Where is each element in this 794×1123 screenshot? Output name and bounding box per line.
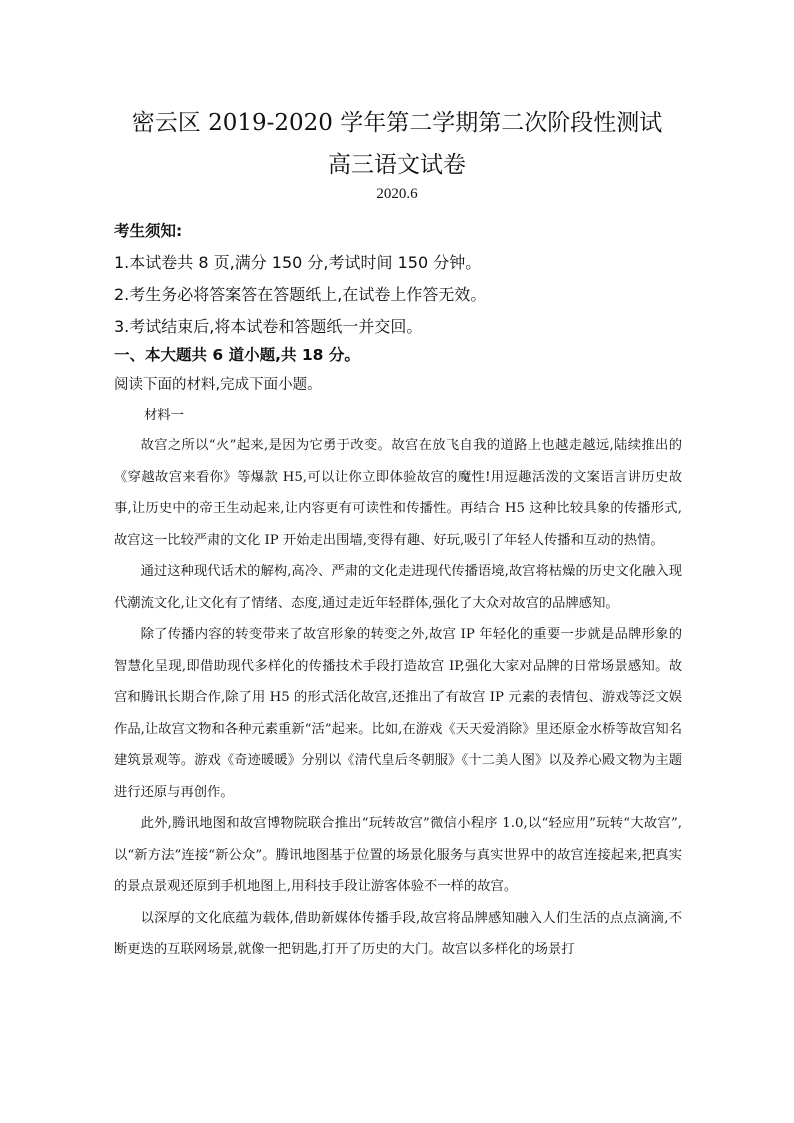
- exam-subtitle: 高三语文试卷: [328, 152, 466, 178]
- material-paragraph-1: 故宫之所以“火”起来,是因为它勇于改变。故宫在放飞自我的道路上也越走越远,陆续推出的《穿越故宫来看你》等爆款 H5,可以让你立即体验故宫的魔性!用逗趣活泼的文案语言讲历史故事,让历史中的帝王生动起来,让内容更有可读性和传播性。再结合 H5 这种比较具象的传播形式,故宫这一比较严肃的文化 IP 开始走出围墙,变得有趣、好玩,吸引了年轻人传播和互动的热情。: [114, 438, 682, 548]
- section-heading: 一、本大题共 6 道小题,共 18 分。: [114, 346, 360, 364]
- exam-date: 2020.6: [376, 186, 418, 202]
- exam-title: 密云区 2019-2020 学年第二学期第二次阶段性测试: [131, 110, 663, 136]
- material-body: [114, 430, 682, 966]
- notice-item-2: 2.考生务必将答案答在答题纸上,在试卷上作答无效。: [114, 285, 487, 304]
- material-paragraph-4: 此外,腾讯地图和故宫博物院联合推出“玩转故宫”微信小程序 1.0,以“轻应用”玩转“大故宫”,以“新方法”连接“新公众”。腾讯地图基于位置的场景化服务与真实世界中的故宫连接起来,把真实的景点景观还原到手机地图上,用科技手段让游客体验不一样的故宫。: [114, 816, 682, 894]
- notice-heading: 考生须知:: [114, 222, 183, 240]
- material-paragraph-5: 以深厚的文化底蕴为载体,借助新媒体传播手段,故宫将品牌感知融入人们生活的点点滴滴,不断更迭的互联网场景,就像一把钥匙,打开了历史的大门。故宫以多样化的场景打: [114, 910, 682, 957]
- notice-item-3: 3.考试结束后,将本试卷和答题纸一并交回。: [114, 317, 423, 336]
- material-paragraph-2: 通过这种现代话术的解构,高冷、严肃的文化走进现代传播语境,故宫将枯燥的历史文化融入现代潮流文化,让文化有了情绪、态度,通过走近年轻群体,强化了大众对故宫的品牌感知。: [114, 564, 682, 611]
- material-paragraph-3: 除了传播内容的转变带来了故宫形象的转变之外,故宫 IP 年轻化的重要一步就是品牌形象的智慧化呈现,即借助现代多样化的传播技术手段打造故宫 IP,强化大家对品牌的日常场景感知。故宫和腾讯长期合作,除了用 H5 的形式活化故宫,还推出了有故宫 IP 元素的表情包、游戏等泛文娱作品,让故宫文物和各种元素重新“活”起来。比如,在游戏《天天爱消除》里还原金水桥等故宫知名建筑景观等。游戏《奇迹暖暖》分别以《清代皇后冬朝服》《十二美人图》以及养心殿文物为主题进行还原与再创作。: [114, 627, 682, 800]
- notice-item-1: 1.本试卷共 8 页,满分 150 分,考试时间 150 分钟。: [114, 253, 482, 272]
- section-instruction: 阅读下面的材料,完成下面小题。: [114, 377, 322, 393]
- material-label: 材料一: [144, 408, 184, 423]
